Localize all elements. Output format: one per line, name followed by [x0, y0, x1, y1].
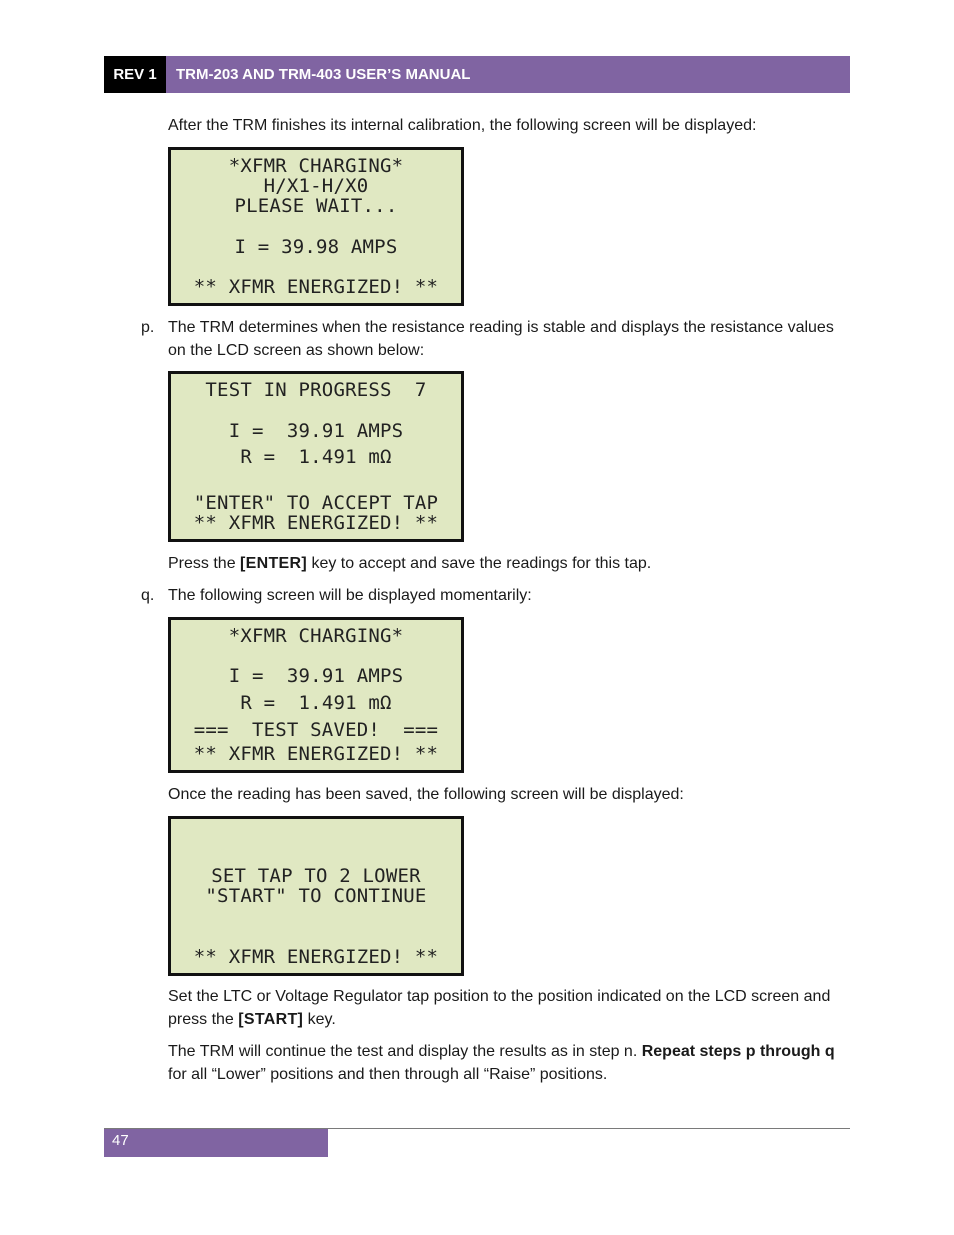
lcd-line: I = 39.91 AMPS — [228, 420, 404, 442]
step-marker: q. — [141, 587, 155, 604]
revision-label: REV 1 — [104, 56, 166, 93]
text-run: Press the — [168, 555, 241, 572]
lcd-line: SET TAP TO 2 LOWER — [211, 865, 421, 887]
step-text: The TRM determines when the resistance reading is stable and displays the resistance values on the LCD screen as shown below: — [168, 319, 834, 359]
lcd-line: R = 1.491 mΩ — [240, 446, 392, 468]
lcd-line: ** XFMR ENERGIZED! ** — [193, 743, 439, 765]
lcd-line: I = 39.91 AMPS — [228, 665, 404, 687]
continue-test-paragraph — [168, 1040, 848, 1086]
once-saved-paragraph: Once the reading has been saved, the following screen will be displayed: — [168, 786, 684, 803]
text-run: Set the LTC or Voltage Regulator tap position to the position indicated on the LCD screen and press the — [168, 988, 831, 1028]
lcd-screen-test-in-progress — [168, 371, 464, 542]
manual-title: TRM-203 AND TRM-403 USER’S MANUAL — [166, 56, 850, 93]
page-header — [104, 56, 850, 93]
lcd-screen-set-tap — [168, 816, 464, 976]
step-p — [141, 316, 848, 362]
lcd-line: *XFMR CHARGING* — [228, 625, 404, 647]
lcd-line: I = 39.98 AMPS — [234, 236, 398, 258]
lcd-screen-charging — [168, 147, 464, 306]
start-key-label: [START] — [238, 1011, 304, 1028]
lcd-line: "START" TO CONTINUE — [205, 885, 427, 907]
step-marker: p. — [141, 319, 155, 336]
lcd-line: ** XFMR ENERGIZED! ** — [193, 276, 439, 298]
lcd-line: *XFMR CHARGING* — [228, 155, 404, 177]
set-ltc-paragraph — [168, 985, 848, 1031]
intro-paragraph: After the TRM finishes its internal calibration, the following screen will be displayed: — [168, 117, 757, 134]
lcd-screen-test-saved — [168, 617, 464, 773]
page-number: 47 — [104, 1129, 328, 1157]
press-enter-paragraph — [168, 552, 848, 575]
lcd-line: ** XFMR ENERGIZED! ** — [193, 512, 439, 534]
text-run: The TRM will continue the test and display the results as in step n. — [168, 1043, 642, 1060]
lcd-line: === TEST SAVED! === — [193, 719, 439, 741]
lcd-line: H/X1-H/X0 — [263, 175, 369, 197]
text-run: for all “Lower” positions and then through all “Raise” positions. — [168, 1066, 608, 1083]
step-q — [141, 584, 848, 607]
lcd-line: ** XFMR ENERGIZED! ** — [193, 946, 439, 968]
lcd-line: "ENTER" TO ACCEPT TAP — [193, 492, 439, 514]
lcd-line: PLEASE WAIT... — [234, 195, 398, 217]
step-text: The following screen will be displayed momentarily: — [168, 587, 532, 604]
text-run: key. — [303, 1011, 336, 1028]
repeat-steps-emphasis: Repeat steps p through q — [641, 1043, 835, 1060]
enter-key-label: [ENTER] — [240, 555, 308, 572]
lcd-line: TEST IN PROGRESS 7 — [205, 379, 427, 401]
lcd-line: R = 1.491 mΩ — [240, 692, 392, 714]
text-run: key to accept and save the readings for this tap. — [307, 555, 652, 572]
